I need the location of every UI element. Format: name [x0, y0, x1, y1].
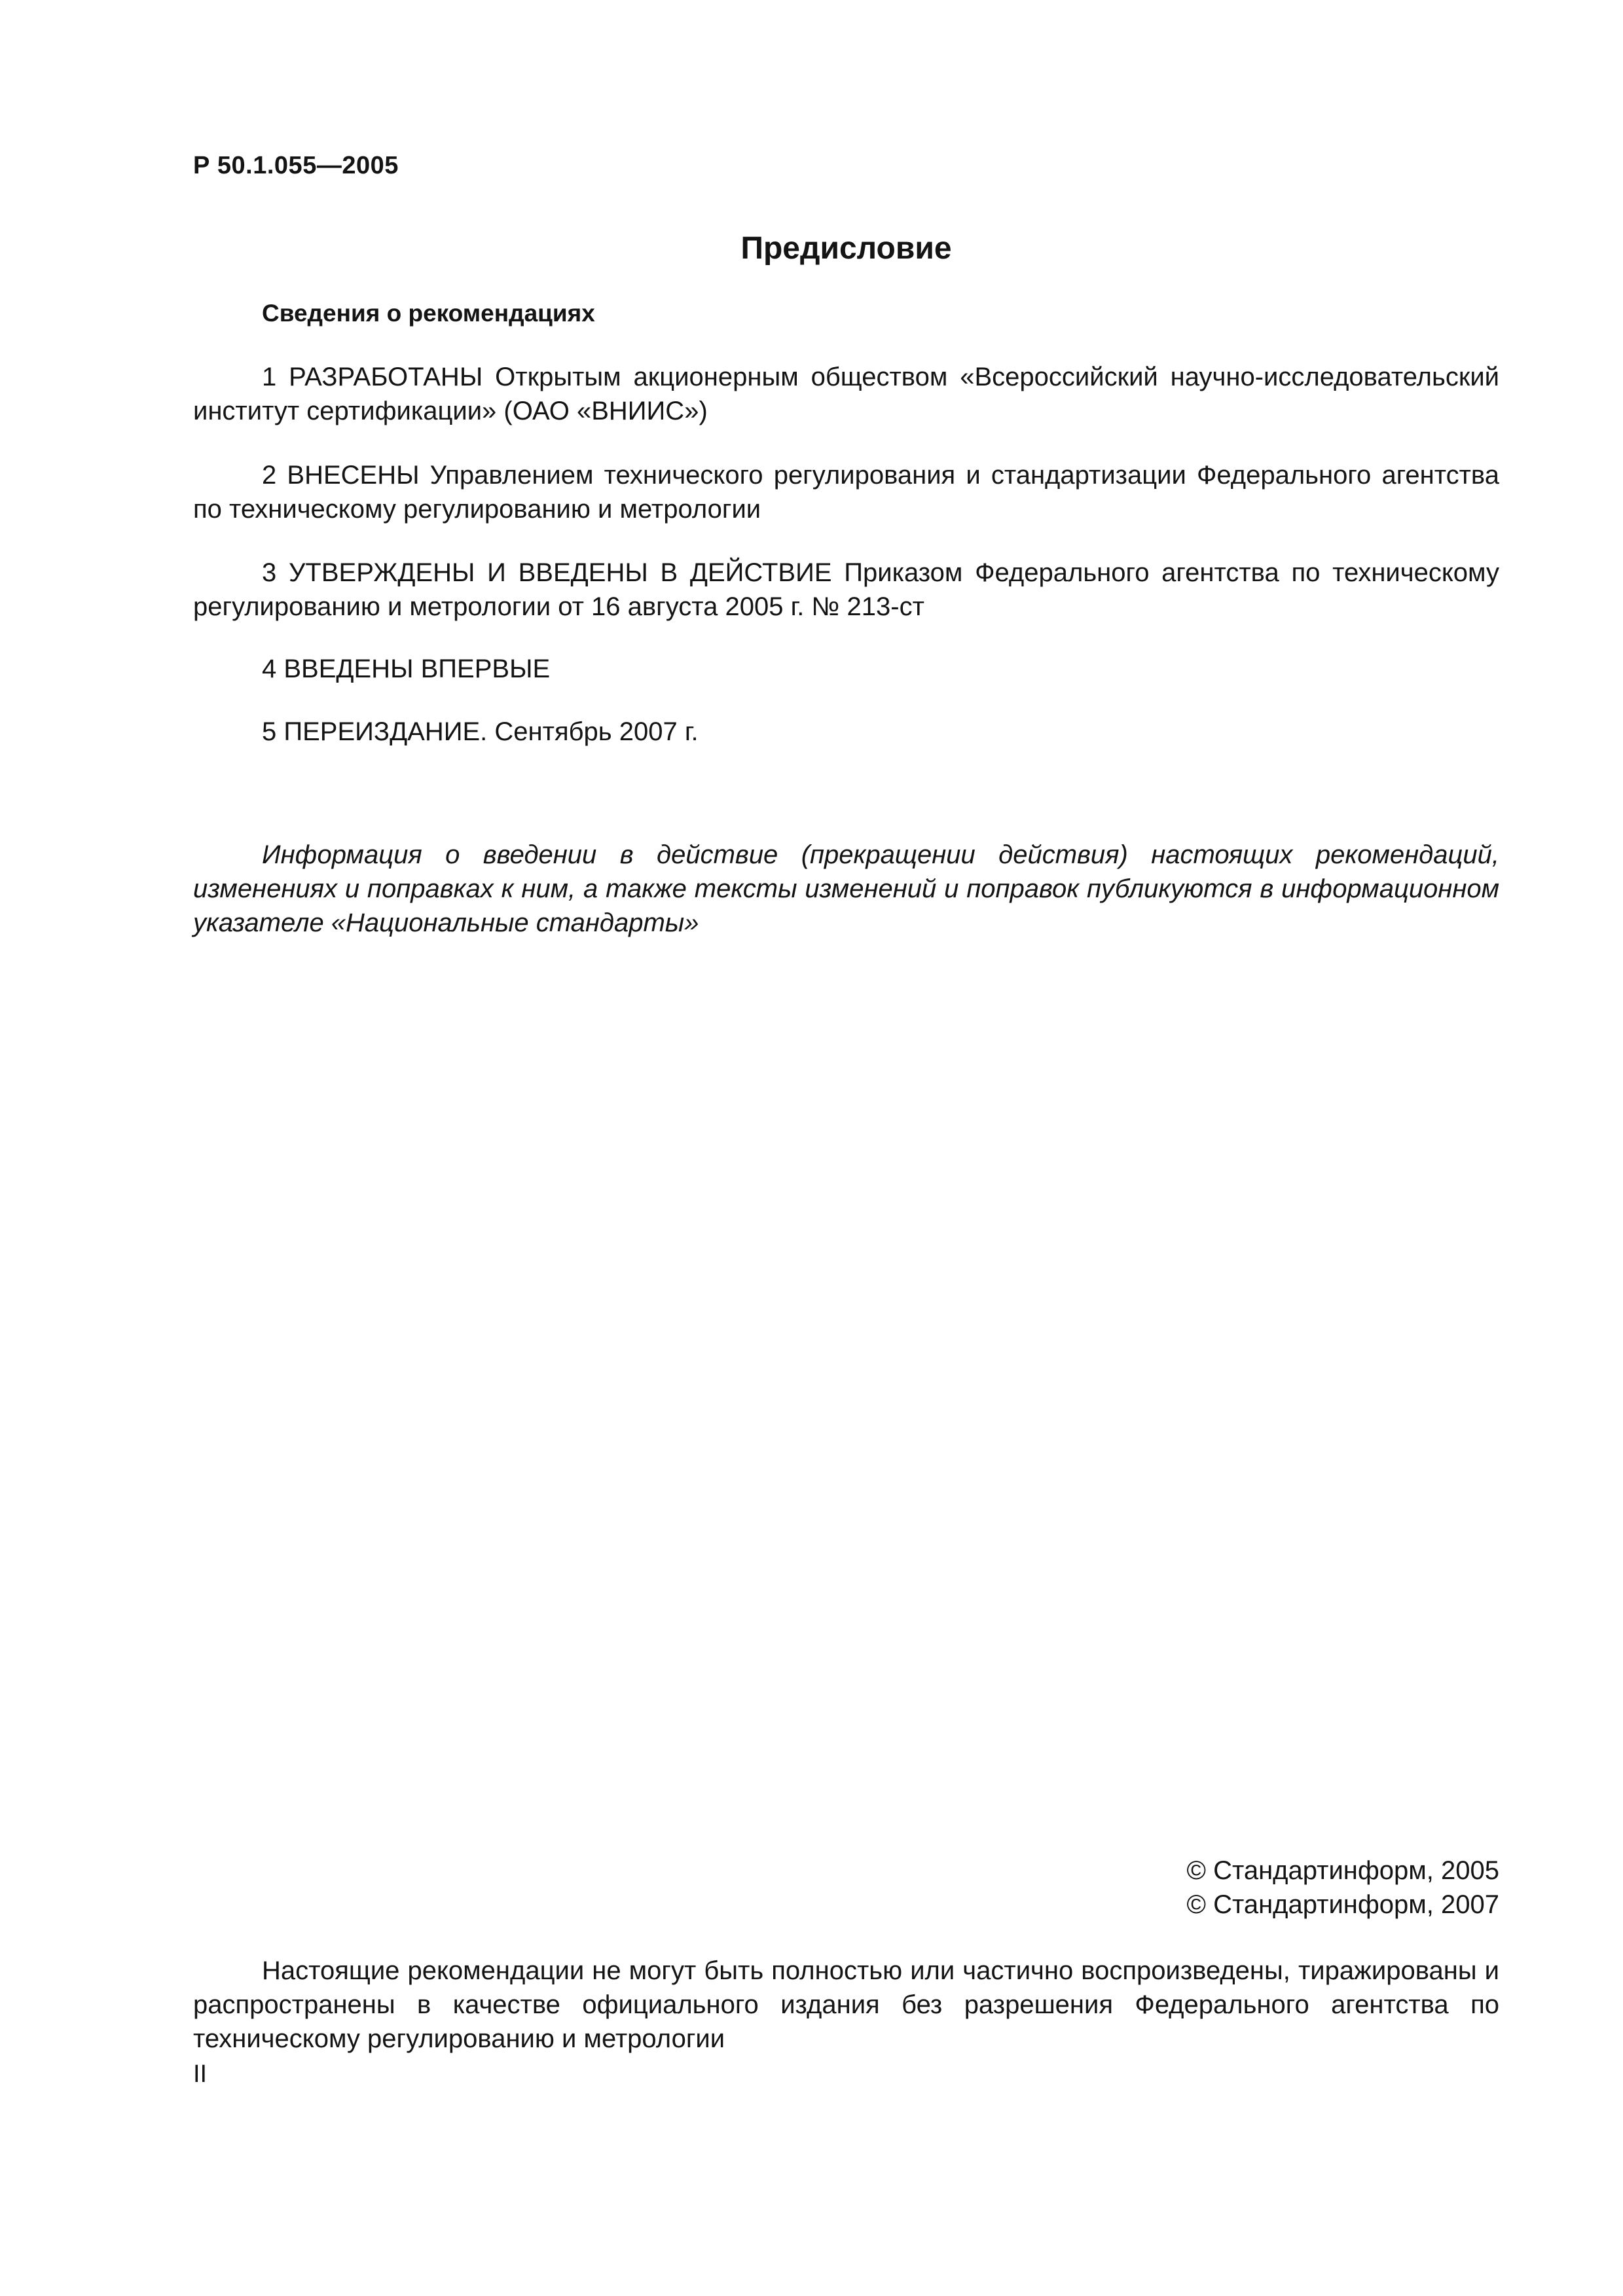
item-lead: РАЗРАБОТАНЫ	[289, 363, 483, 391]
item-lead: ВНЕСЕНЫ	[287, 461, 420, 490]
preface-item-5	[193, 715, 1499, 749]
item-text: Открытым акционерным обществом «Всероссийский научно-исследовательский институт сертификации» (ОАО «ВНИИС»)	[193, 363, 1499, 425]
item-text: Сентябрь 2007 г.	[494, 717, 699, 746]
document-code: Р 50.1.055—2005	[193, 152, 399, 179]
copyright-line: © Стандартинформ, 2007	[1186, 1890, 1499, 1919]
item-number: 4	[262, 655, 277, 683]
section-subtitle: Сведения о рекомендациях	[262, 300, 595, 327]
item-number: 3	[262, 558, 277, 587]
item-number: 1	[262, 363, 277, 391]
reproduction-notice: Настоящие рекомендации не могут быть полностью или частично воспроизведены, тиражированы и распространены в качестве официального издания без разрешения Федерального агентства по техническому регулированию и метрологии	[193, 1956, 1499, 2053]
page-title: Предисловие	[740, 231, 952, 266]
info-note: Информация о введении в действие (прекращении действия) настоящих рекомендаций, изменениях и поправках к ним, а также тексты изменений и поправок публикуются в информационном указателе «Национальные стандарты»	[193, 840, 1499, 937]
item-number: 5	[262, 717, 277, 746]
item-lead: ПЕРЕИЗДАНИЕ.	[283, 717, 488, 746]
preface-item-2	[193, 458, 1499, 526]
copyright-line: © Стандартинформ, 2005	[1186, 1856, 1499, 1885]
item-lead: ВВЕДЕНЫ ВПЕРВЫЕ	[283, 655, 551, 683]
item-lead: УТВЕРЖДЕНЫ И ВВЕДЕНЫ В ДЕЙСТВИЕ	[288, 558, 832, 587]
copyright-block	[1187, 1854, 1500, 1922]
page-number: II	[193, 2060, 208, 2088]
item-text: Приказом Федерального агентства по техническому регулированию и метрологии от 16 августа 2005 г. № 213-ст	[193, 558, 1499, 621]
preface-item-4	[193, 652, 1499, 686]
item-number: 2	[262, 461, 277, 490]
preface-item-1	[193, 360, 1499, 428]
preface-item-3	[193, 556, 1499, 624]
item-text: Управлением технического регулирования и стандартизации Федерального агентства по техническому регулированию и метрологии	[193, 461, 1499, 524]
